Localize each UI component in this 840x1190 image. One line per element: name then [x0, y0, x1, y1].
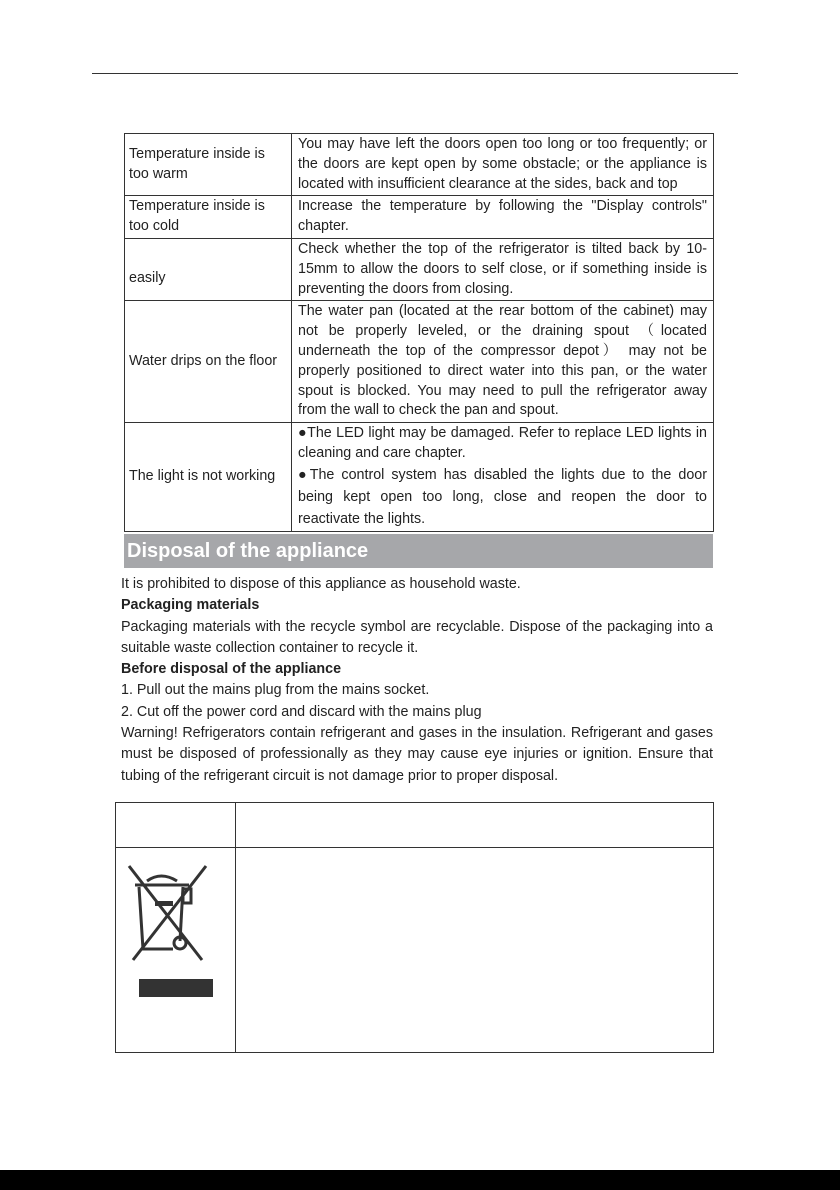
bottom-bar — [0, 1170, 840, 1190]
packaging-heading: Packaging materials — [121, 597, 260, 614]
problem-cell: Temperature inside is too cold — [125, 196, 292, 239]
problem-cell: The light is not working — [125, 423, 292, 532]
section-heading: Disposal of the appliance — [124, 534, 713, 568]
solution-cell — [292, 423, 714, 532]
solution-bullet: ●The LED light may be damaged. Refer to replace LED lights in cleaning and care chapter. — [298, 425, 707, 461]
troubleshooting-table — [124, 133, 714, 532]
table-row — [116, 803, 714, 848]
crossed-out-wheelie-bin-icon — [117, 849, 234, 999]
weee-symbol-cell — [116, 848, 236, 1053]
step-1: 1. Pull out the mains plug from the mains socket. — [121, 682, 430, 699]
empty-cell — [116, 803, 236, 848]
solution-cell: You may have left the doors open too long or too frequently; or the doors are kept open by some obstacle; or the appliance is located with insufficient clearance at the sides, back and top — [292, 134, 714, 196]
intro-text: It is prohibited to dispose of this appliance as household waste. — [121, 576, 521, 592]
table-row — [125, 196, 714, 239]
header-rule — [92, 73, 738, 74]
packaging-text: Packaging materials with the recycle symbol are recyclable. Dispose of the packaging into a suitable waste collection container to recycle it. — [121, 618, 713, 656]
warning-text: Warning! Refrigerators contain refrigerant and gases in the insulation. Refrigerant and gases must be disposed of professionally as they may cause eye injuries or ignition. Ensure that tubing of the refrigerant circuit is not damage prior to proper disposal. — [121, 725, 713, 784]
table-row — [125, 238, 714, 300]
solution-bullet: ●The control system has disabled the lights due to the door being kept open too long, close and reopen the door to reactivate the lights. — [298, 466, 707, 527]
problem-cell: Water drips on the floor — [125, 301, 292, 423]
disposal-body — [121, 574, 713, 787]
problem-cell: Temperature inside is too warm — [125, 134, 292, 196]
table-row — [125, 423, 714, 532]
empty-cell — [236, 848, 714, 1053]
weee-table — [115, 802, 714, 1053]
solution-cell: The water pan (located at the rear bottom of the cabinet) may not be properly leveled, or the draining spout （located underneath the top of the compressor depot） may not be properly positioned to direct water into this pan, or the water spout is blocked. You may need to pull the refrigerator away from the wall to check the pan and spout. — [292, 301, 714, 423]
problem-cell: easily — [125, 238, 292, 300]
solution-cell: Increase the temperature by following the "Display controls" chapter. — [292, 196, 714, 239]
table-row — [125, 301, 714, 423]
step-2: 2. Cut off the power cord and discard with the mains plug — [121, 703, 482, 720]
solution-cell: Check whether the top of the refrigerator is tilted back by 10-15mm to allow the doors to self close, or if something inside is preventing the doors from closing. — [292, 238, 714, 300]
before-disposal-heading: Before disposal of the appliance — [121, 661, 342, 678]
table-row — [125, 134, 714, 196]
empty-cell — [236, 803, 714, 848]
table-row — [116, 848, 714, 1053]
